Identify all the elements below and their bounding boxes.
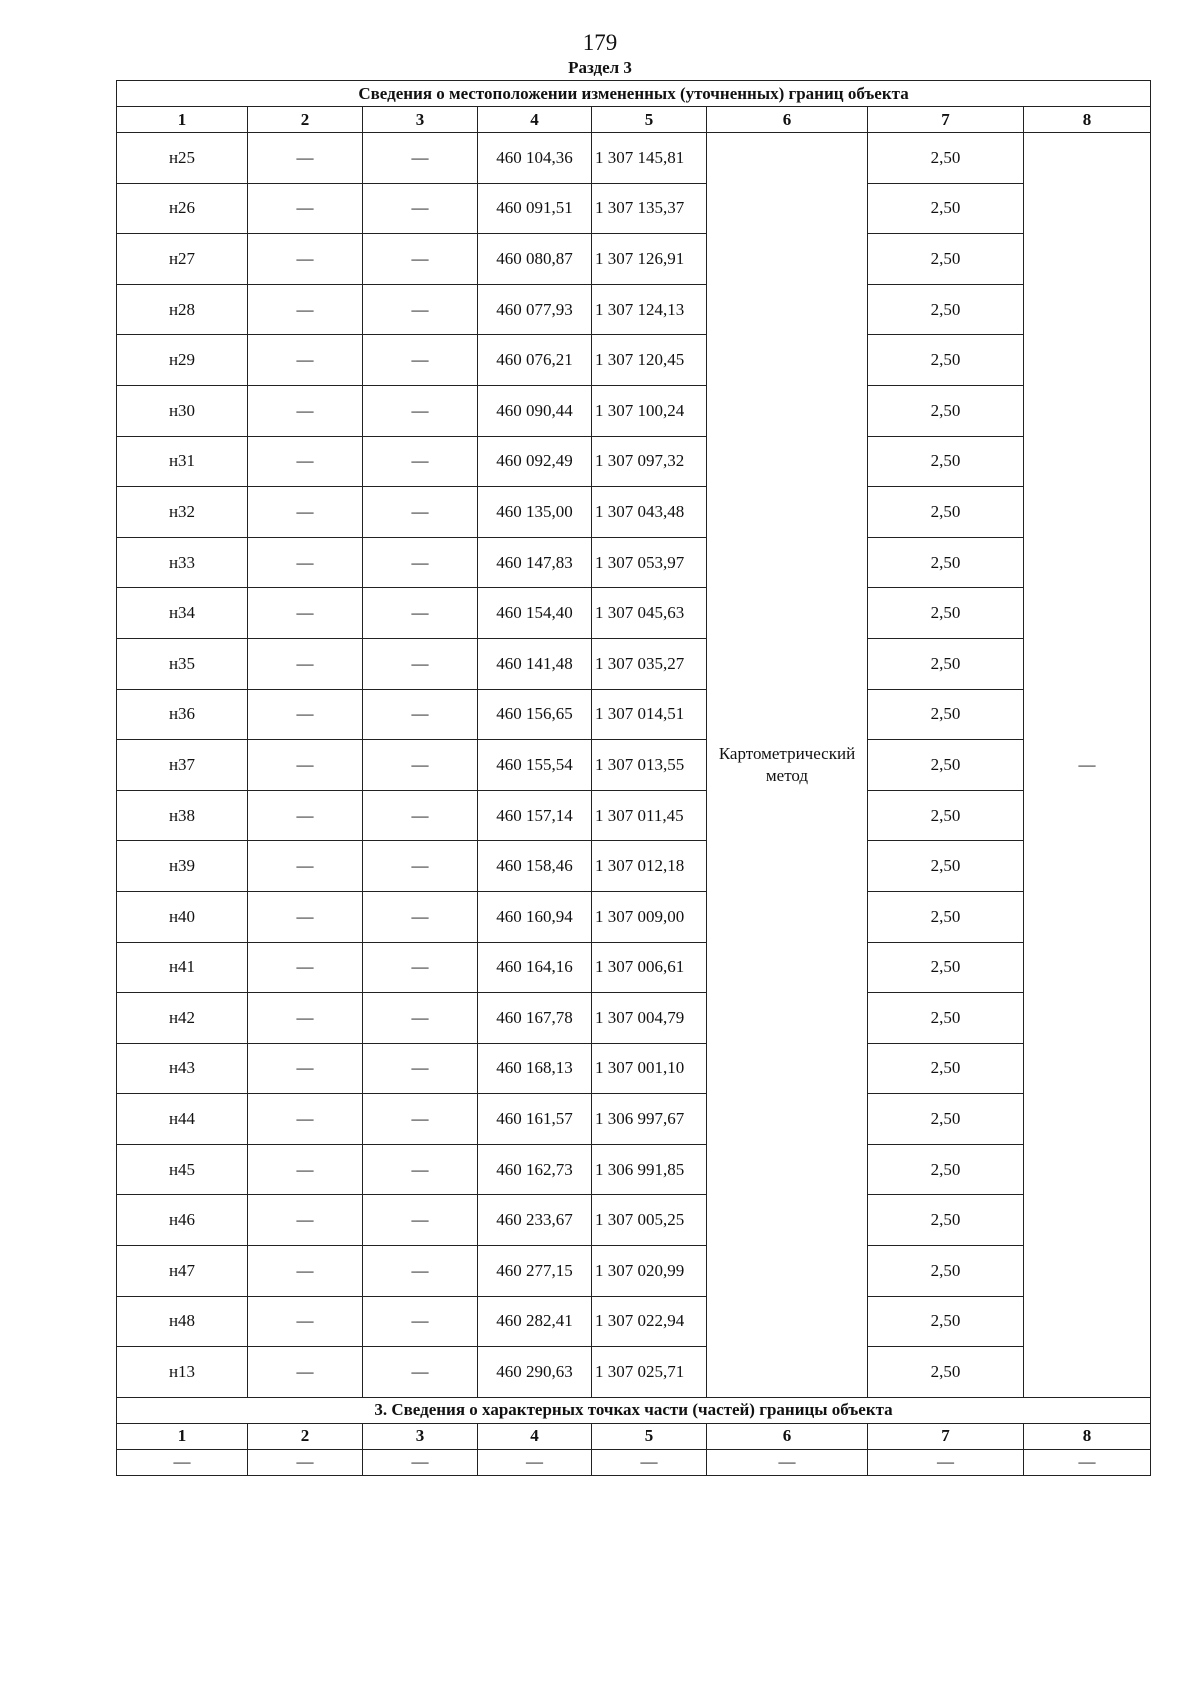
table2-row — [117, 1449, 1151, 1475]
dash-cell: — — [1024, 1449, 1151, 1475]
section-title: Раздел 3 — [568, 58, 632, 77]
table-row — [117, 638, 1151, 689]
accuracy-cell: 2,50 — [868, 1144, 1024, 1195]
table-row — [117, 1246, 1151, 1297]
dash-cell: — — [363, 1195, 478, 1246]
y-coordinate-cell: 1 307 001,10 — [592, 1043, 707, 1094]
dash-cell: — — [248, 385, 363, 436]
table-row — [117, 537, 1151, 588]
accuracy-cell: 2,50 — [868, 284, 1024, 335]
point-name-cell: н29 — [117, 335, 248, 386]
y-coordinate-cell: 1 307 025,71 — [592, 1347, 707, 1398]
dash-cell: — — [248, 537, 363, 588]
dash-cell: — — [868, 1449, 1024, 1475]
point-name-cell: н34 — [117, 588, 248, 639]
accuracy-cell: 2,50 — [868, 1246, 1024, 1297]
table-row — [117, 942, 1151, 993]
dash-cell: — — [363, 537, 478, 588]
dash-cell: — — [363, 790, 478, 841]
column-number: 1 — [117, 1423, 248, 1449]
table-row — [117, 385, 1151, 436]
dash-cell: — — [248, 993, 363, 1044]
accuracy-cell: 2,50 — [868, 487, 1024, 538]
point-name-cell: н45 — [117, 1144, 248, 1195]
table-row — [117, 1144, 1151, 1195]
accuracy-cell: 2,50 — [868, 638, 1024, 689]
point-name-cell: н27 — [117, 234, 248, 285]
point-name-cell: н43 — [117, 1043, 248, 1094]
x-coordinate-cell: 460 080,87 — [478, 234, 592, 285]
accuracy-cell: 2,50 — [868, 841, 1024, 892]
dash-cell: — — [363, 689, 478, 740]
x-coordinate-cell: 460 090,44 — [478, 385, 592, 436]
table-row — [117, 740, 1151, 791]
dash-cell: — — [363, 638, 478, 689]
table-row — [117, 1043, 1151, 1094]
point-name-cell: н30 — [117, 385, 248, 436]
description-cell: — — [1024, 133, 1151, 1398]
table-row — [117, 891, 1151, 942]
x-coordinate-cell: 460 157,14 — [478, 790, 592, 841]
dash-cell: — — [248, 183, 363, 234]
dash-cell: — — [363, 385, 478, 436]
column-number: 1 — [117, 107, 248, 133]
table1-title: Сведения о местоположении измененных (уточненных) границ объекта — [117, 81, 1151, 107]
y-coordinate-cell: 1 307 043,48 — [592, 487, 707, 538]
dash-cell: — — [363, 1449, 478, 1475]
dash-cell: — — [248, 588, 363, 639]
accuracy-cell: 2,50 — [868, 588, 1024, 639]
y-coordinate-cell: 1 307 145,81 — [592, 133, 707, 184]
column-number: 5 — [592, 107, 707, 133]
accuracy-cell: 2,50 — [868, 436, 1024, 487]
accuracy-cell: 2,50 — [868, 993, 1024, 1044]
table-row — [117, 1296, 1151, 1347]
x-coordinate-cell: 460 104,36 — [478, 133, 592, 184]
x-coordinate-cell: 460 168,13 — [478, 1043, 592, 1094]
boundary-table — [116, 80, 1151, 1476]
dash-cell: — — [248, 234, 363, 285]
y-coordinate-cell: 1 307 014,51 — [592, 689, 707, 740]
dash-cell: — — [363, 1296, 478, 1347]
dash-cell: — — [248, 1094, 363, 1145]
page-number: 179 — [582, 30, 618, 55]
table-row — [117, 993, 1151, 1044]
point-name-cell: н36 — [117, 689, 248, 740]
point-name-cell: н42 — [117, 993, 248, 1044]
y-coordinate-cell: 1 307 035,27 — [592, 638, 707, 689]
dash-cell: — — [363, 133, 478, 184]
accuracy-cell: 2,50 — [868, 1347, 1024, 1398]
y-coordinate-cell: 1 307 124,13 — [592, 284, 707, 335]
dash-cell: — — [248, 1296, 363, 1347]
point-name-cell: н35 — [117, 638, 248, 689]
y-coordinate-cell: 1 307 004,79 — [592, 993, 707, 1044]
y-coordinate-cell: 1 307 012,18 — [592, 841, 707, 892]
table-row — [117, 436, 1151, 487]
y-coordinate-cell: 1 306 991,85 — [592, 1144, 707, 1195]
point-name-cell: н25 — [117, 133, 248, 184]
y-coordinate-cell: 1 307 126,91 — [592, 234, 707, 285]
accuracy-cell: 2,50 — [868, 790, 1024, 841]
dash-cell: — — [248, 487, 363, 538]
table-row — [117, 1347, 1151, 1398]
column-number: 5 — [592, 1423, 707, 1449]
accuracy-cell: 2,50 — [868, 1043, 1024, 1094]
dash-cell: — — [248, 942, 363, 993]
x-coordinate-cell: 460 158,46 — [478, 841, 592, 892]
accuracy-cell: 2,50 — [868, 1094, 1024, 1145]
point-name-cell: н32 — [117, 487, 248, 538]
dash-cell: — — [363, 487, 478, 538]
dash-cell: — — [248, 1246, 363, 1297]
accuracy-cell: 2,50 — [868, 891, 1024, 942]
column-number: 7 — [868, 107, 1024, 133]
point-name-cell: н44 — [117, 1094, 248, 1145]
dash-cell: — — [248, 891, 363, 942]
x-coordinate-cell: 460 076,21 — [478, 335, 592, 386]
dash-cell: — — [248, 790, 363, 841]
dash-cell: — — [363, 183, 478, 234]
point-name-cell: н40 — [117, 891, 248, 942]
x-coordinate-cell: 460 160,94 — [478, 891, 592, 942]
column-number: 6 — [707, 107, 868, 133]
y-coordinate-cell: 1 307 009,00 — [592, 891, 707, 942]
accuracy-cell: 2,50 — [868, 335, 1024, 386]
dash-cell: — — [363, 891, 478, 942]
dash-cell: — — [363, 1246, 478, 1297]
column-number: 4 — [478, 107, 592, 133]
x-coordinate-cell: 460 164,16 — [478, 942, 592, 993]
dash-cell: — — [363, 436, 478, 487]
accuracy-cell: 2,50 — [868, 1195, 1024, 1246]
dash-cell: — — [248, 133, 363, 184]
table2-column-number-row — [117, 1423, 1151, 1449]
table-row — [117, 335, 1151, 386]
point-name-cell: н39 — [117, 841, 248, 892]
dash-cell: — — [363, 1347, 478, 1398]
accuracy-cell: 2,50 — [868, 1296, 1024, 1347]
point-name-cell: н46 — [117, 1195, 248, 1246]
y-coordinate-cell: 1 307 006,61 — [592, 942, 707, 993]
point-name-cell: н31 — [117, 436, 248, 487]
y-coordinate-cell: 1 307 011,45 — [592, 790, 707, 841]
table-row — [117, 1094, 1151, 1145]
column-number: 7 — [868, 1423, 1024, 1449]
accuracy-cell: 2,50 — [868, 133, 1024, 184]
point-name-cell: н47 — [117, 1246, 248, 1297]
dash-cell: — — [248, 1449, 363, 1475]
table-body — [117, 81, 1151, 1476]
table-row — [117, 790, 1151, 841]
point-name-cell: н26 — [117, 183, 248, 234]
table-title-row — [117, 81, 1151, 107]
point-name-cell: н37 — [117, 740, 248, 791]
accuracy-cell: 2,50 — [868, 183, 1024, 234]
x-coordinate-cell: 460 156,65 — [478, 689, 592, 740]
x-coordinate-cell: 460 091,51 — [478, 183, 592, 234]
accuracy-cell: 2,50 — [868, 740, 1024, 791]
y-coordinate-cell: 1 307 135,37 — [592, 183, 707, 234]
dash-cell: — — [363, 284, 478, 335]
x-coordinate-cell: 460 161,57 — [478, 1094, 592, 1145]
table-row — [117, 689, 1151, 740]
table-row — [117, 487, 1151, 538]
column-number: 4 — [478, 1423, 592, 1449]
dash-cell: — — [363, 588, 478, 639]
dash-cell: — — [248, 1195, 363, 1246]
accuracy-cell: 2,50 — [868, 689, 1024, 740]
y-coordinate-cell: 1 307 045,63 — [592, 588, 707, 639]
x-coordinate-cell: 460 135,00 — [478, 487, 592, 538]
accuracy-cell: 2,50 — [868, 537, 1024, 588]
dash-cell: — — [478, 1449, 592, 1475]
y-coordinate-cell: 1 306 997,67 — [592, 1094, 707, 1145]
y-coordinate-cell: 1 307 100,24 — [592, 385, 707, 436]
point-name-cell: н38 — [117, 790, 248, 841]
dash-cell: — — [592, 1449, 707, 1475]
x-coordinate-cell: 460 154,40 — [478, 588, 592, 639]
y-coordinate-cell: 1 307 097,32 — [592, 436, 707, 487]
x-coordinate-cell: 460 167,78 — [478, 993, 592, 1044]
x-coordinate-cell: 460 077,93 — [478, 284, 592, 335]
dash-cell: — — [363, 740, 478, 791]
x-coordinate-cell: 460 290,63 — [478, 1347, 592, 1398]
dash-cell: — — [363, 335, 478, 386]
table-row — [117, 1195, 1151, 1246]
dash-cell: — — [248, 436, 363, 487]
x-coordinate-cell: 460 233,67 — [478, 1195, 592, 1246]
table2-title: 3. Сведения о характерных точках части (частей) границы объекта — [117, 1397, 1151, 1423]
column-number: 2 — [248, 107, 363, 133]
dash-cell: — — [248, 841, 363, 892]
point-name-cell: н28 — [117, 284, 248, 335]
point-name-cell: н41 — [117, 942, 248, 993]
accuracy-cell: 2,50 — [868, 942, 1024, 993]
dash-cell: — — [248, 335, 363, 386]
table2-title-row — [117, 1397, 1151, 1423]
y-coordinate-cell: 1 307 120,45 — [592, 335, 707, 386]
y-coordinate-cell: 1 307 053,97 — [592, 537, 707, 588]
column-number: 2 — [248, 1423, 363, 1449]
x-coordinate-cell: 460 141,48 — [478, 638, 592, 689]
table-row — [117, 284, 1151, 335]
table-row — [117, 234, 1151, 285]
x-coordinate-cell: 460 092,49 — [478, 436, 592, 487]
y-coordinate-cell: 1 307 020,99 — [592, 1246, 707, 1297]
dash-cell: — — [248, 1144, 363, 1195]
dash-cell: — — [363, 942, 478, 993]
table-row — [117, 183, 1151, 234]
table-row — [117, 841, 1151, 892]
dash-cell: — — [363, 1043, 478, 1094]
x-coordinate-cell: 460 155,54 — [478, 740, 592, 791]
column-number: 3 — [363, 1423, 478, 1449]
dash-cell: — — [363, 1144, 478, 1195]
table-row — [117, 588, 1151, 639]
point-name-cell: н33 — [117, 537, 248, 588]
y-coordinate-cell: 1 307 022,94 — [592, 1296, 707, 1347]
dash-cell: — — [363, 993, 478, 1044]
accuracy-cell: 2,50 — [868, 385, 1024, 436]
x-coordinate-cell: 460 277,15 — [478, 1246, 592, 1297]
dash-cell: — — [248, 284, 363, 335]
column-number: 3 — [363, 107, 478, 133]
x-coordinate-cell: 460 147,83 — [478, 537, 592, 588]
dash-cell: — — [248, 638, 363, 689]
point-name-cell: н48 — [117, 1296, 248, 1347]
x-coordinate-cell: 460 282,41 — [478, 1296, 592, 1347]
dash-cell: — — [248, 1043, 363, 1094]
point-name-cell: н13 — [117, 1347, 248, 1398]
y-coordinate-cell: 1 307 013,55 — [592, 740, 707, 791]
column-number: 8 — [1024, 1423, 1151, 1449]
column-number: 8 — [1024, 107, 1151, 133]
table-row — [117, 133, 1151, 184]
dash-cell: — — [363, 1094, 478, 1145]
column-number: 6 — [707, 1423, 868, 1449]
column-number-row — [117, 107, 1151, 133]
dash-cell: — — [117, 1449, 248, 1475]
accuracy-cell: 2,50 — [868, 234, 1024, 285]
dash-cell: — — [248, 689, 363, 740]
dash-cell: — — [248, 740, 363, 791]
dash-cell: — — [248, 1347, 363, 1398]
dash-cell: — — [363, 234, 478, 285]
y-coordinate-cell: 1 307 005,25 — [592, 1195, 707, 1246]
dash-cell: — — [707, 1449, 868, 1475]
x-coordinate-cell: 460 162,73 — [478, 1144, 592, 1195]
dash-cell: — — [363, 841, 478, 892]
method-cell: Картометрический метод — [707, 133, 868, 1398]
